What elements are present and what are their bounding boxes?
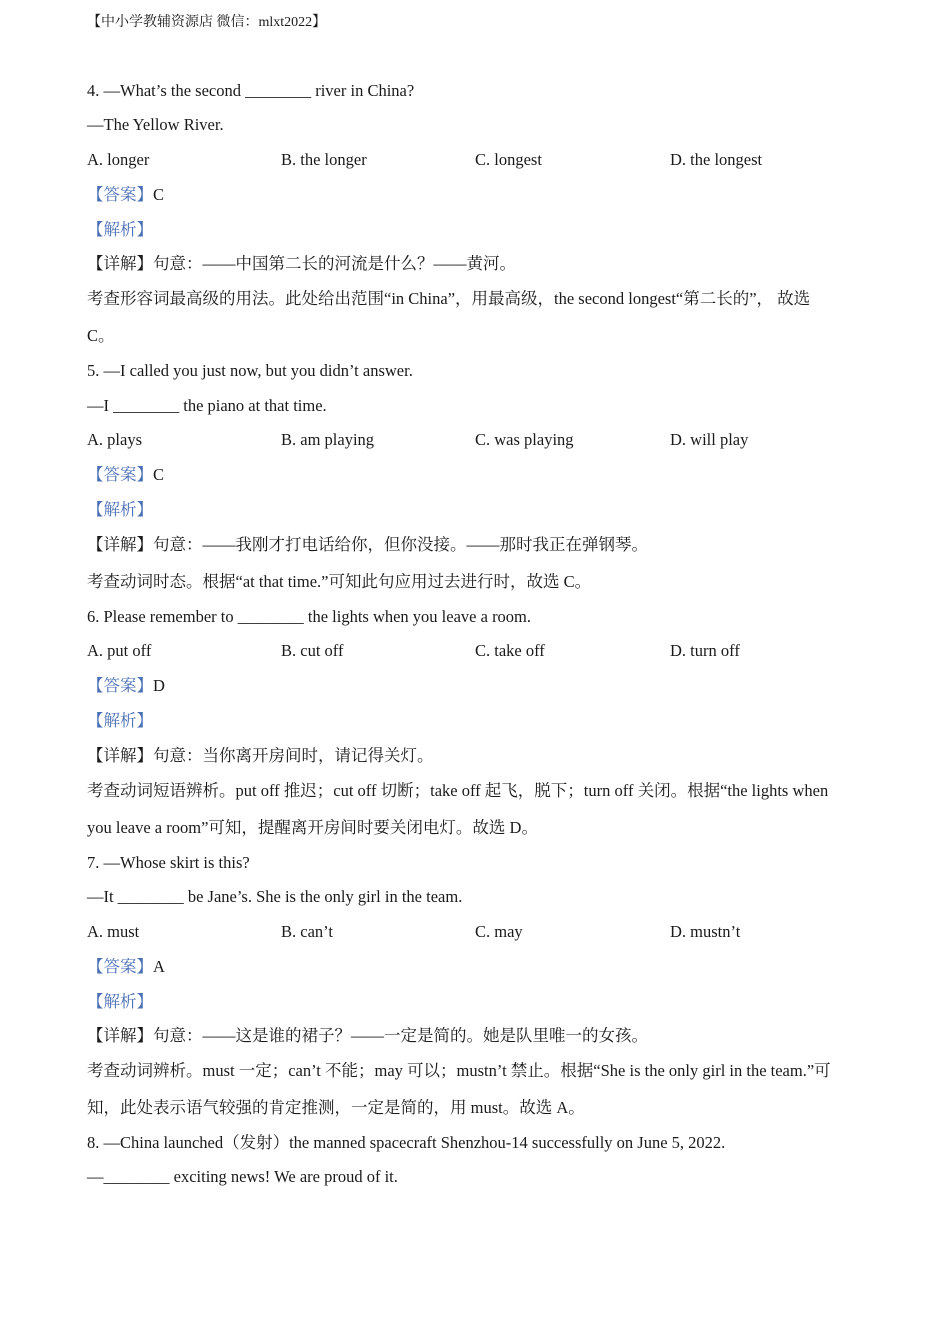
- question-5-detail: 【详解】句意：——我刚才打电话给你，但你没接。——那时我正在弹钢琴。: [87, 535, 648, 554]
- question-6-explanation-line-1: 考查动词短语辨析。put off 推迟；cut off 切断；take off 起飞，脱下；turn off 关闭。根据“the lights when: [87, 781, 829, 800]
- question-4-answer: [87, 184, 164, 206]
- option-d: D. turn off: [670, 641, 740, 660]
- option-b: B. am playing: [281, 430, 375, 449]
- question-5-analysis-tag: 【解析】: [87, 500, 153, 519]
- question-7-stem: 7. —Whose skirt is this?: [87, 853, 250, 872]
- option-d: D. mustn’t: [670, 922, 741, 941]
- option-d: D. will play: [670, 430, 749, 449]
- answer-value: A: [153, 957, 165, 976]
- option-b: B. can’t: [281, 922, 333, 941]
- answer-tag: 【答案】: [87, 676, 153, 695]
- question-5-stem: 5. —I called you just now, but you didn’t answer.: [87, 361, 413, 380]
- option-b: B. the longer: [281, 150, 367, 169]
- question-7-analysis-tag: 【解析】: [87, 992, 153, 1011]
- question-7-detail: 【详解】句意：——这是谁的裙子？——一定是简的。她是队里唯一的女孩。: [87, 1026, 648, 1045]
- question-6-answer: [87, 675, 165, 697]
- answer-tag: 【答案】: [87, 185, 153, 204]
- question-6-stem: 6. Please remember to ________ the lights when you leave a room.: [87, 607, 532, 626]
- question-4-detail: 【详解】句意：——中国第二长的河流是什么？——黄河。: [87, 254, 516, 273]
- question-5-reply: —I ________ the piano at that time.: [87, 396, 327, 415]
- question-4-stem: 4. —What’s the second ________ river in China?: [87, 81, 415, 100]
- question-7-options: [87, 921, 867, 943]
- question-4-options: [87, 149, 867, 171]
- answer-value: C: [153, 465, 165, 484]
- question-6-options: [87, 640, 867, 662]
- answer-value: D: [153, 676, 165, 695]
- question-7-reply: —It ________ be Jane’s. She is the only girl in the team.: [87, 887, 463, 906]
- question-6-analysis-tag: 【解析】: [87, 711, 153, 730]
- question-8-reply: —________ exciting news! We are proud of it.: [87, 1167, 398, 1186]
- option-a: A. must: [87, 922, 140, 941]
- option-a: A. plays: [87, 430, 142, 449]
- option-a: A. put off: [87, 641, 152, 660]
- option-c: C. was playing: [475, 430, 574, 449]
- question-6-explanation-line-2: you leave a room”可知，提醒离开房间时要关闭电灯。故选 D。: [87, 818, 538, 837]
- option-a: A. longer: [87, 150, 150, 169]
- answer-tag: 【答案】: [87, 957, 153, 976]
- question-5-options: [87, 429, 867, 451]
- answer-tag: 【答案】: [87, 465, 153, 484]
- option-c: C. longest: [475, 150, 542, 169]
- option-b: B. cut off: [281, 641, 344, 660]
- question-4-reply: —The Yellow River.: [87, 115, 224, 134]
- question-4-analysis-tag: 【解析】: [87, 220, 153, 239]
- page-header: 【中小学教辅资源店 微信：mlxt2022】: [87, 15, 327, 30]
- option-c: C. take off: [475, 641, 545, 660]
- answer-value: C: [153, 185, 165, 204]
- option-d: D. the longest: [670, 150, 763, 169]
- question-5-explanation-line-1: 考查动词时态。根据“at that time.”可知此句应用过去进行时，故选 C。: [87, 572, 592, 591]
- question-7-explanation-line-2: 知，此处表示语气较强的肯定推测，一定是简的，用 must。故选 A。: [87, 1098, 585, 1117]
- question-8-stem: 8. —China launched（发射）the manned spacecraft Shenzhou-14 successfully on June 5, 2022.: [87, 1133, 726, 1152]
- question-7-answer: [87, 956, 165, 978]
- question-7-explanation-line-1: 考查动词辨析。must 一定；can’t 不能；may 可以；mustn’t 禁止。根据“She is the only girl in the team.”可: [87, 1061, 831, 1080]
- question-5-answer: [87, 464, 164, 486]
- question-4-explanation-line-1: 考查形容词最高级的用法。此处给出范围“in China”，用最高级，the second longest“第二长的”， 故选: [87, 289, 811, 308]
- question-6-detail: 【详解】句意：当你离开房间时，请记得关灯。: [87, 746, 434, 765]
- question-4-explanation-line-2: C。: [87, 326, 115, 345]
- option-c: C. may: [475, 922, 523, 941]
